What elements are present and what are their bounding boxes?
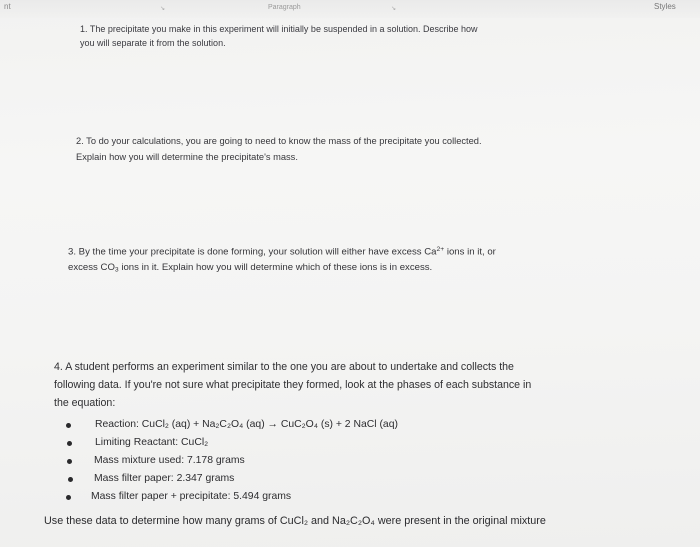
bullet-icon bbox=[66, 423, 71, 428]
final-instruction: Use these data to determine how many grams of CuCl₂ and Na₂C₂O₄ were present in the original mixture bbox=[44, 515, 546, 527]
mass-mixture-used: Mass mixture used: 7.178 grams bbox=[94, 455, 245, 466]
bullet-icon bbox=[67, 459, 72, 464]
paragraph-dialog-launcher-icon[interactable]: ↘ bbox=[160, 6, 166, 12]
question-2-line-2: Explain how you will determine the precipitate's mass. bbox=[76, 152, 298, 162]
mass-filter-paper: Mass filter paper: 2.347 grams bbox=[94, 473, 235, 484]
question-1-line-2: you will separate it from the solution. bbox=[80, 38, 226, 48]
reaction-equation: Reaction: CuCl₂ (aq) + Na₂C₂O₄ (aq) → CuC₂O₄ (s) + 2 NaCl (aq) bbox=[95, 419, 398, 430]
mass-filter-paper-plus-precipitate: Mass filter paper + precipitate: 5.494 grams bbox=[91, 491, 292, 502]
question-4 bbox=[54, 358, 654, 412]
ribbon-left-label: nt bbox=[4, 2, 11, 11]
question-2-line-1: 2. To do your calculations, you are going to need to know the mass of the precipitate you collected. bbox=[76, 136, 482, 146]
question-1 bbox=[80, 22, 680, 50]
question-3-line-1-start: 3. By the time your precipitate is done forming, your solution will either have excess Ca bbox=[68, 246, 437, 258]
question-3-line-2-start: excess CO bbox=[68, 262, 115, 274]
question-4-line-3: the equation: bbox=[54, 397, 116, 409]
question-1-line-1: 1. The precipitate you make in this experiment will initially be suspended in a solution. Describe how bbox=[80, 24, 478, 34]
bullet-icon bbox=[66, 495, 71, 500]
bullet-icon bbox=[68, 477, 73, 482]
question-3-line-1-end: ions in it, or bbox=[444, 246, 496, 258]
bullet-icon bbox=[67, 441, 72, 446]
question-3-line-2 bbox=[68, 260, 688, 279]
limiting-reactant: Limiting Reactant: CuCl₂ bbox=[95, 437, 209, 448]
question-4-line-2: following data. If you're not sure what precipitate they formed, look at the phases of each substance in bbox=[54, 379, 532, 391]
question-3-line-2-end: ions in it. Explain how you will determine which of these ions is in excess. bbox=[118, 262, 433, 274]
question-3 bbox=[68, 242, 688, 279]
styles-dialog-launcher-icon[interactable]: ↘ bbox=[391, 6, 397, 12]
question-2 bbox=[76, 133, 676, 165]
ribbon-toolbar bbox=[0, 0, 700, 18]
carbonate-subscript: 3 bbox=[114, 267, 119, 275]
question-3-line-1 bbox=[68, 242, 688, 260]
paragraph-group-label: Paragraph bbox=[268, 4, 301, 11]
styles-group-label: Styles bbox=[654, 2, 676, 11]
question-4-line-1: 4. A student performs an experiment similar to the one you are about to undertake and collects the bbox=[54, 361, 514, 373]
calcium-charge-superscript: 2+ bbox=[436, 246, 445, 253]
